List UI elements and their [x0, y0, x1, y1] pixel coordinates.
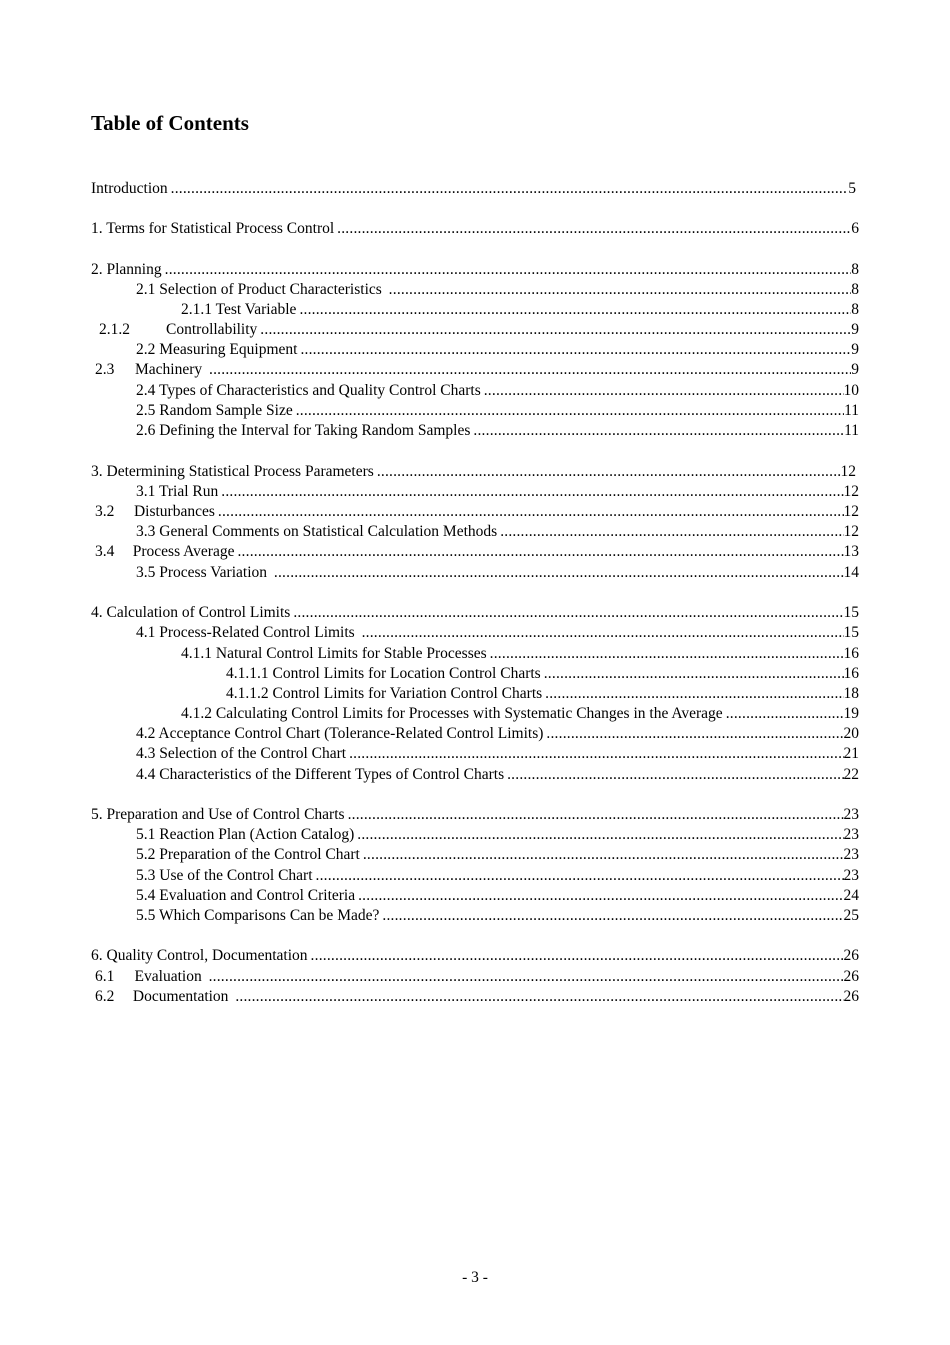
- toc-entry[interactable]: [95, 502, 859, 522]
- toc-entry-page: 16: [843, 645, 859, 662]
- toc-entry-page: 15: [843, 624, 859, 641]
- toc-entry-title: 4.1.1 Natural Control Limits for Stable Processes: [181, 645, 487, 662]
- toc-entry[interactable]: [136, 906, 859, 926]
- toc-entry-title: 1. Terms for Statistical Process Control: [91, 220, 335, 237]
- toc-entry[interactable]: [136, 744, 859, 764]
- toc-entry-title: 2.4 Types of Characteristics and Quality Control Charts: [136, 382, 481, 399]
- toc-entry[interactable]: [136, 623, 859, 643]
- toc-entry[interactable]: [136, 563, 859, 583]
- toc-entry[interactable]: [181, 300, 859, 320]
- toc-entry[interactable]: [136, 482, 859, 502]
- toc-entry-number: 6.2: [95, 988, 115, 1005]
- toc-entry-number: 6.1: [95, 968, 115, 985]
- toc-entry[interactable]: [136, 724, 859, 744]
- toc-entry-page: 23: [843, 846, 859, 863]
- toc-entry-page: 9: [851, 341, 859, 358]
- toc-entry-title: 6. Quality Control, Documentation: [91, 947, 308, 964]
- toc-entry-title: 4.1 Process-Related Control Limits: [136, 624, 359, 641]
- toc-entry-title: 4.1.1.1 Control Limits for Location Control Charts: [226, 665, 541, 682]
- toc-entry-title: 5.1 Reaction Plan (Action Catalog): [136, 826, 355, 843]
- toc-entry-title: 5. Preparation and Use of Control Charts: [91, 806, 345, 823]
- toc-entry-title: 4.1.1.2 Control Limits for Variation Control Charts: [226, 685, 543, 702]
- toc-entry-number: 3.2: [95, 503, 115, 520]
- toc-entry[interactable]: [181, 704, 859, 724]
- toc-entry-number: 2.3: [95, 361, 115, 378]
- toc-entry-page: 23: [843, 806, 859, 823]
- toc-entry[interactable]: [136, 866, 859, 886]
- toc-entry[interactable]: [226, 684, 859, 704]
- toc-entry-title: 3.1 Trial Run: [136, 483, 219, 500]
- toc-entry-page: 12: [843, 483, 859, 500]
- toc-entry-title: 4.2 Acceptance Control Chart (Tolerance-Related Control Limits): [136, 725, 544, 742]
- toc-entry-page: 6: [851, 220, 859, 237]
- toc-entry[interactable]: [136, 340, 859, 360]
- toc-entry[interactable]: [136, 401, 859, 421]
- toc-entry-title: Evaluation: [134, 968, 206, 985]
- toc-entry-page: 11: [844, 402, 859, 419]
- toc-entry[interactable]: [136, 825, 859, 845]
- toc-entry-title: 2.6 Defining the Interval for Taking Random Samples: [136, 422, 471, 439]
- toc-entry[interactable]: [136, 765, 859, 785]
- toc-entry[interactable]: [136, 886, 859, 906]
- toc-entry[interactable]: [91, 179, 856, 199]
- toc-entry-number: 3.4: [95, 543, 115, 560]
- toc-entry-page: 8: [851, 261, 859, 278]
- toc-entry-page: 16: [843, 665, 859, 682]
- toc-entry-page: 26: [843, 968, 859, 985]
- toc-entry-page: 9: [851, 361, 859, 378]
- toc-entry[interactable]: [181, 644, 859, 664]
- toc-entry-title: Machinery: [135, 361, 207, 378]
- toc-entry-page: 22: [843, 766, 859, 783]
- toc-entry-page: 21: [843, 745, 859, 762]
- toc-entry-title: 2.1.1 Test Variable: [181, 301, 297, 318]
- toc-entry[interactable]: [136, 381, 859, 401]
- toc-entry-title: 5.3 Use of the Control Chart: [136, 867, 313, 884]
- toc-entry-title: 3.5 Process Variation: [136, 564, 271, 581]
- toc-entry[interactable]: [136, 845, 859, 865]
- toc-entry-title: 4.4 Characteristics of the Different Types of Control Charts: [136, 766, 505, 783]
- toc-entry-title: 5.4 Evaluation and Control Criteria: [136, 887, 356, 904]
- toc-entry[interactable]: [95, 967, 859, 987]
- toc-entry-page: 9: [851, 321, 859, 338]
- toc-entry[interactable]: [91, 946, 859, 966]
- toc-entry-page: 20: [843, 725, 859, 742]
- toc-entry[interactable]: [136, 421, 859, 441]
- toc-entry[interactable]: [95, 360, 859, 380]
- toc-entry-page: 8: [851, 281, 859, 298]
- toc-entry-page: 12: [843, 503, 859, 520]
- toc-entry-title: 3.3 General Comments on Statistical Calculation Methods: [136, 523, 498, 540]
- toc-entry-page: 5: [848, 180, 856, 197]
- toc-entry-page: 25: [843, 907, 859, 924]
- toc-entry-title: 2. Planning: [91, 261, 162, 278]
- toc-entry-title: Process Average: [132, 543, 235, 560]
- toc-entry[interactable]: [99, 320, 859, 340]
- toc-entry-title: 2.5 Random Sample Size: [136, 402, 293, 419]
- toc-entry-page: 14: [843, 564, 859, 581]
- toc-entry[interactable]: [91, 462, 856, 482]
- toc-entry-title: 2.1 Selection of Product Characteristics: [136, 281, 386, 298]
- toc-entry[interactable]: [91, 603, 859, 623]
- page-number: - 3 -: [462, 1269, 488, 1286]
- toc-entry-title: 3. Determining Statistical Process Parameters: [91, 463, 374, 480]
- toc-entry-title: 4.1.2 Calculating Control Limits for Processes with Systematic Changes in the Average: [181, 705, 723, 722]
- toc-entry-page: 12: [840, 463, 856, 480]
- toc-entry-page: 23: [843, 867, 859, 884]
- toc-entry-page: 13: [843, 543, 859, 560]
- toc-entry-title: 5.2 Preparation of the Control Chart: [136, 846, 360, 863]
- toc-entry-title: 2.2 Measuring Equipment: [136, 341, 298, 358]
- toc-entry-page: 23: [843, 826, 859, 843]
- toc-entry-number: 2.1.2: [99, 321, 130, 338]
- toc-entry-title: Introduction: [91, 180, 168, 197]
- page-title: Table of Contents: [91, 111, 249, 135]
- toc-entry[interactable]: [95, 542, 859, 562]
- toc-entry-title: 5.5 Which Comparisons Can be Made?: [136, 907, 380, 924]
- toc-entry[interactable]: [226, 664, 859, 684]
- toc-entry-title: Disturbances: [133, 503, 215, 520]
- toc-entry-page: 11: [844, 422, 859, 439]
- toc-entry-page: 8: [851, 301, 859, 318]
- toc-entry-page: 24: [843, 887, 859, 904]
- toc-entry[interactable]: [136, 280, 859, 300]
- toc-entry[interactable]: [136, 522, 859, 542]
- toc-entry-title: Documentation: [132, 988, 233, 1005]
- toc-entry-page: 26: [843, 988, 859, 1005]
- toc-entry[interactable]: [95, 987, 859, 1007]
- toc-entry-page: 12: [843, 523, 859, 540]
- toc-entry[interactable]: [91, 805, 859, 825]
- toc-entry-title: Controllability: [166, 321, 258, 338]
- toc-entry-page: 15: [843, 604, 859, 621]
- toc-entry-title: 4. Calculation of Control Limits: [91, 604, 291, 621]
- toc-entry-page: 19: [843, 705, 859, 722]
- toc-entry[interactable]: [91, 260, 859, 280]
- toc-entry-page: 18: [843, 685, 859, 702]
- toc-entry[interactable]: [91, 219, 859, 239]
- toc-entry-page: 26: [843, 947, 859, 964]
- toc-entry-title: 4.3 Selection of the Control Chart: [136, 745, 347, 762]
- toc-entry-page: 10: [843, 382, 859, 399]
